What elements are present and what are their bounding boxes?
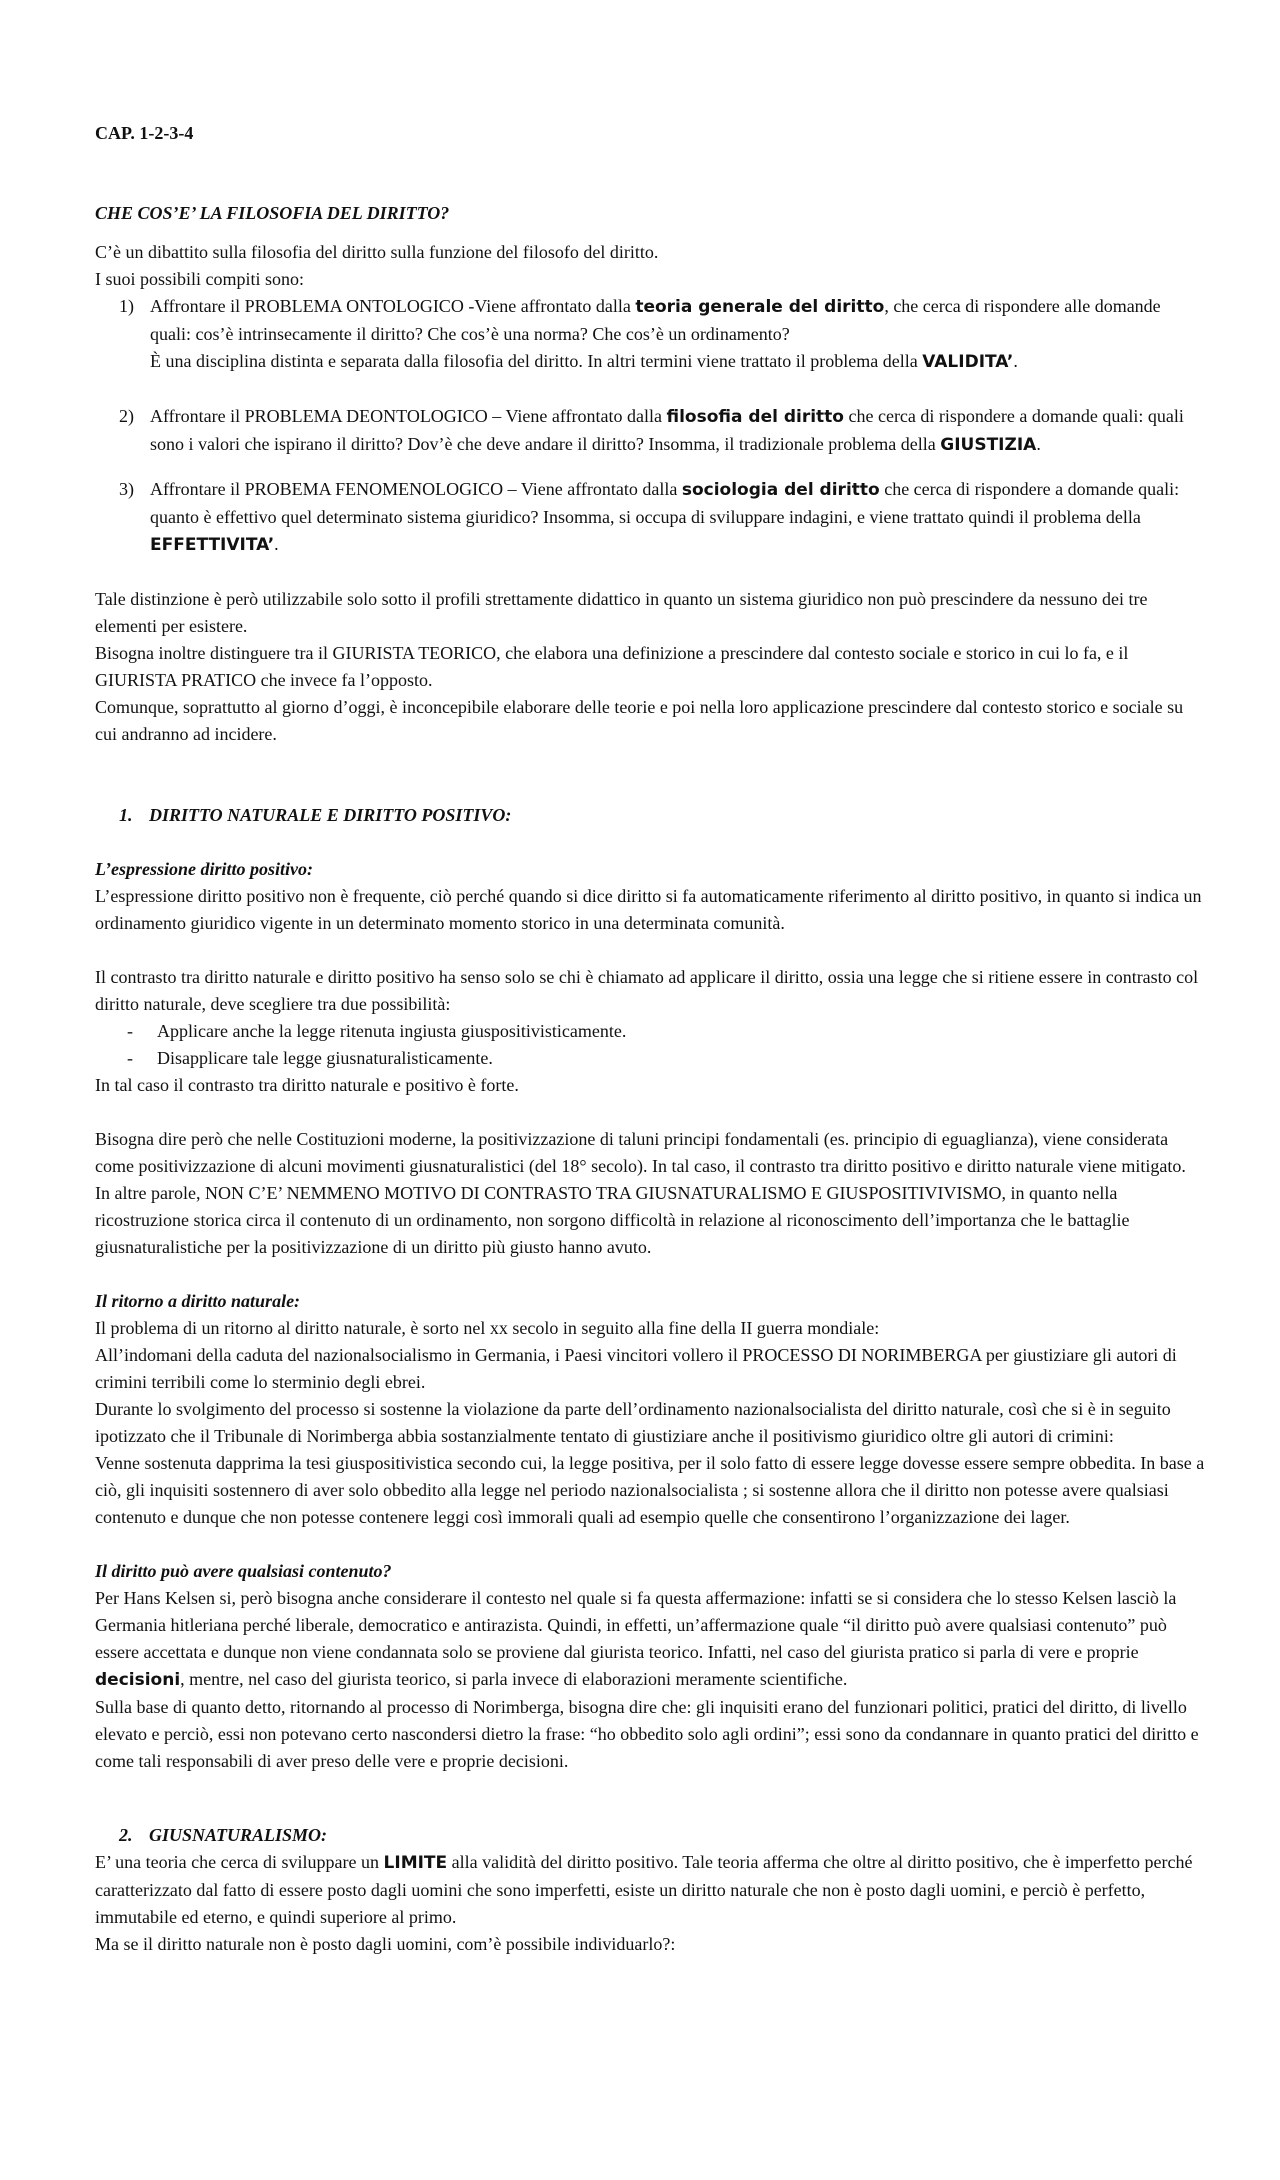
task-text-extra: È una disciplina distinta e separata dalla filosofia del diritto. In altri termini viene trattato il problema della VALIDITA’.: [150, 351, 1018, 372]
paragraph: In altre parole, NON C’E’ NEMMENO MOTIVO DI CONTRASTO TRA GIUSNATURALISMO E GIUSPOSITIVIVISMO, in quanto nella ricostruzione storica circa il contenuto di un ordinamento, non sorgono difficoltà in relazione al riconoscimento dell’importanza che le battaglie giusnaturalistiche per la positivizzazione di un diritto più giusto hanno avuto.: [95, 1183, 1130, 1257]
question-title: CHE COS’E’ LA FILOSOFIA DEL DIRITTO?: [95, 203, 450, 223]
paragraph: Sulla base di quanto detto, ritornando al processo di Norimberga, bisogna dire che: gli inquisiti erano del funzionari politici, pratici del diritto, di livello elevato e perciò, essi non potevano certo nascondersi dietro la frase: “ho obbedito solo agli ordini”; essi sono da condannare in quanto pratici del diritto e come tali responsabili di aver preso delle vere e proprie decisioni.: [95, 1697, 1199, 1771]
subheading: Il ritorno a diritto naturale:: [95, 1291, 301, 1311]
paragraph: Durante lo svolgimento del processo si sostenne la violazione da parte dell’ordinamento nazionalsocialista del diritto naturale, così che si è in seguito ipotizzato che il Tribunale di Norimberga abbia sostanzialmente tentato di giustiziare anche il positivismo giuridico oltre gli autori di crimini:: [95, 1399, 1171, 1446]
list-item: - Applicare anche la legge ritenuta ingiusta giuspositivisticamente.: [127, 1021, 627, 1041]
subheading: L’espressione diritto positivo:: [95, 859, 313, 879]
subheading: Il diritto può avere qualsiasi contenuto?: [95, 1561, 392, 1581]
task-number: 3): [119, 479, 134, 499]
paragraph: E’ una teoria che cerca di sviluppare un LIMITE alla validità del diritto positivo. Tale teoria afferma che oltre al diritto positivo, che è imperfetto perché caratterizzato dal fatto di essere posto dagli uomini che sono imperfetti, esiste un diritto naturale che non è posto dagli uomini, e perciò è perfetto, immutabile ed eterno, e quindi superiore al primo.: [95, 1852, 1193, 1927]
paragraph: All’indomani della caduta del nazionalsocialismo in Germania, i Paesi vincitori vollero il PROCESSO DI NORIMBERGA per giustiziare gli autori di crimini terribili come lo sterminio degli ebrei.: [95, 1345, 1177, 1392]
paragraph: Bisogna inoltre distinguere tra il GIURISTA TEORICO, che elabora una definizione a prescindere dal contesto sociale e storico in cui lo fa, e il GIURISTA PRATICO che invece fa l’opposto.: [95, 643, 1129, 690]
paragraph: Il problema di un ritorno al diritto naturale, è sorto nel xx secolo in seguito alla fine della II guerra mondiale:: [95, 1318, 880, 1338]
paragraph: Il contrasto tra diritto naturale e diritto positivo ha senso solo se chi è chiamato ad applicare il diritto, ossia una legge che si ritiene essere in contrasto col diritto naturale, deve scegliere tra due possibilità:: [95, 967, 1199, 1014]
paragraph: In tal caso il contrasto tra diritto naturale e positivo è forte.: [95, 1075, 519, 1095]
task-number: 1): [119, 296, 134, 316]
intro-line: I suoi possibili compiti sono:: [95, 269, 305, 289]
task-item: [95, 293, 1205, 376]
task-item: [95, 476, 1205, 559]
chapter-heading: CAP. 1-2-3-4: [95, 123, 194, 143]
section-heading: 2. GIUSNATURALISMO:: [119, 1825, 328, 1845]
task-text: Affrontare il PROBLEMA ONTOLOGICO -Viene affrontato dalla teoria generale del diritto, che cerca di rispondere alle domande quali: cos’è intrinsecamente il diritto? Che cos’è una norma? Che cos’è un ordinamento?: [150, 296, 1161, 344]
paragraph: Comunque, soprattutto al giorno d’oggi, è inconcepibile elaborare delle teorie e poi nella loro applicazione prescindere dal contesto storico e sociale su cui andranno ad incidere.: [95, 697, 1184, 744]
paragraph: Venne sostenuta dapprima la tesi giuspositivistica secondo cui, la legge positiva, per il solo fatto di essere legge dovesse essere sempre obbedita. In base a ciò, gli inquisiti sostennero di aver solo obbedito alla legge nel periodo nazionalsocialista ; si sostenne allora che il diritto non potesse avere qualsiasi contenuto e dunque che non potesse contenere leggi così immorali quali ad esempio quelle che consentirono l’organizzazione dei lager.: [95, 1453, 1205, 1527]
task-text: Affrontare il PROBEMA FENOMENOLOGICO – Viene affrontato dalla sociologia del diritto che cerca di rispondere a domande quali: quanto è effettivo quel determinato sistema giuridico? Insomma, si occupa di sviluppare indagini, e viene trattato quindi il problema della EFFETTIVITA’.: [150, 479, 1180, 555]
paragraph: Bisogna dire però che nelle Costituzioni moderne, la positivizzazione di taluni principi fondamentali (es. principio di eguaglianza), viene considerata come positivizzazione di alcuni movimenti giusnaturalistici (del 18° secolo). In tal caso, il contrasto tra diritto positivo e diritto naturale viene mitigato.: [95, 1129, 1186, 1176]
paragraph: Per Hans Kelsen si, però bisogna anche considerare il contesto nel quale si fa questa affermazione: infatti se si considera che lo stesso Kelsen lasciò la Germania hitleriana perché liberale, democratico e antirazista. Quindi, in effetti, un’affermazione quale “il diritto può avere qualsiasi contenuto” può essere accettata e dunque non viene condannata solo se proviene dal giurista teorico. Infatti, nel caso del giurista pratico si parla di vere e proprie decisioni, mentre, nel caso del giurista teorico, si parla invece di elaborazioni meramente scientifiche.: [95, 1588, 1177, 1690]
document-page: [95, 0, 1205, 1958]
task-text: Affrontare il PROBLEMA DEONTOLOGICO – Viene affrontato dalla filosofia del diritto che cerca di rispondere a domande quali: quali sono i valori che ispirano il diritto? Dov’è che deve andare il diritto? Insomma, il tradizionale problema della GIUSTIZIA.: [150, 406, 1184, 455]
paragraph: Ma se il diritto naturale non è posto dagli uomini, com’è possibile individuarlo?:: [95, 1934, 676, 1954]
list-item: - Disapplicare tale legge giusnaturalisticamente.: [127, 1048, 493, 1068]
task-number: 2): [119, 406, 134, 426]
paragraph: L’espressione diritto positivo non è frequente, ciò perché quando si dice diritto si fa automaticamente riferimento al diritto positivo, in quanto si indica un ordinamento giuridico vigente in un determinato momento storico in una determinata comunità.: [95, 886, 1202, 933]
task-item: [95, 403, 1205, 459]
paragraph: Tale distinzione è però utilizzabile solo sotto il profili strettamente didattico in quanto un sistema giuridico non può prescindere da nessuno dei tre elementi per esistere.: [95, 589, 1148, 636]
intro-line: C’è un dibattito sulla filosofia del diritto sulla funzione del filosofo del diritto.: [95, 242, 659, 262]
section-heading: 1. DIRITTO NATURALE E DIRITTO POSITIVO:: [119, 805, 512, 825]
